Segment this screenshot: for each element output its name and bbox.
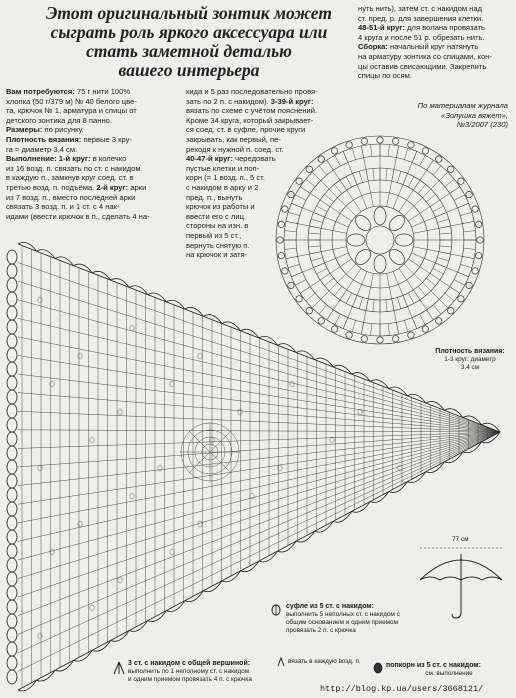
legend-popcorn: попкорн из 5 ст. с накидом: см. выполнение	[386, 662, 481, 677]
text-line: Плотность вязания: первые 3 кру-	[6, 134, 132, 144]
text-line: 40-47-й круг: чередовать	[186, 154, 276, 164]
text-line: пред. п., вынуть	[186, 192, 243, 202]
text-line: первый из 5 ст.,	[186, 230, 242, 240]
text-column-3	[358, 4, 512, 81]
legend-soufle: суфле из 5 ст. с накидом: выполнить 5 неполных ст. с накидом с общим основанием и одним приемом провязать 2 п. с крючка	[286, 603, 400, 634]
text-line: закрывать, как первый, пе-	[186, 134, 281, 144]
text-line: из 7 возд. п., вместо последней арки	[6, 192, 136, 202]
text-column-1	[6, 87, 176, 221]
heading-rounds-48-51: 48-51-й круг:	[358, 23, 405, 33]
source-credit: По материалам журнала «Золушка вяжет», №3/2007 (230)	[417, 101, 508, 130]
text-line: хлопка (50 г/379 м) № 40 белого цве-	[6, 96, 137, 106]
text-line: ст. пред. р. для завершения клетки.	[358, 13, 484, 23]
text-line: та, крючок № 1, арматура и спицы от	[6, 106, 137, 116]
umbrella-dimension: 77 см	[452, 536, 469, 543]
text-line: Выполнение: 1-й круг: в колечко	[6, 154, 127, 164]
soufle-symbol-icon	[270, 604, 282, 616]
density-note: Плотность вязания: 1-3 круг: диаметр 3,4 см	[424, 348, 516, 372]
heading-rounds-40-47: 40-47-й круг:	[186, 154, 233, 164]
text-line: цы оставив свисающими. Закрепить	[358, 61, 487, 71]
text-line: вязать по схеме с учётом пояснений.	[186, 106, 318, 116]
text-line: идами (ввести крючок в п., сделать 4 на-	[6, 211, 150, 221]
heading-materials: Вам потребуются:	[6, 87, 75, 96]
text-line: Размеры: по рисунку.	[6, 125, 84, 135]
text-line: крючок из работы и	[186, 202, 255, 212]
heading-density: Плотность вязания:	[6, 134, 82, 144]
text-line: вернуть снятую п.	[186, 240, 250, 250]
umbrella-icon	[416, 540, 506, 620]
heading-assembly: Сборка:	[358, 42, 388, 52]
text-line: Сборка: начальный круг натянуть	[358, 42, 479, 52]
text-line: кида и 5 раз последовательно провя-	[186, 87, 318, 96]
legend-three-dc: 3 ст. с накидом с общей вершиной: выполнить по 1 неполному ст. с накидом и одним приемом провязать 4 п. с крючка	[128, 660, 252, 683]
article-title	[24, 4, 354, 80]
text-line: на арматуру зонтика со спицами, кон-	[358, 51, 492, 61]
text-line: в каждую п., замкнув круг соед. ст. в	[6, 173, 134, 183]
text-line: Вам потребуются: 75 г нити 100%	[6, 87, 131, 96]
title-line: вашего интерьера	[118, 60, 260, 80]
text-line: стороны на изн. в	[186, 221, 249, 231]
text-line: пустые клетки и поп-	[186, 163, 260, 173]
text-line: ся соед. ст. в суфле, прочие круги	[186, 125, 306, 135]
text-line: третью возд. п. подъёма. 2-й круг: арки	[6, 182, 147, 192]
text-line: корн (= 1 возд. п., 5 ст.	[186, 173, 265, 183]
text-line: спицы по осям.	[358, 71, 412, 81]
back-loop-icon	[276, 656, 286, 668]
heading-size: Размеры:	[6, 125, 43, 135]
legend-back-loop: вязать в каждую возд. п.	[288, 658, 361, 665]
text-line: детского зонтика для 8 панно.	[6, 115, 112, 125]
title-line: стать заметной деталью	[86, 41, 292, 61]
text-line: с накидом в арку и 2	[186, 182, 259, 192]
text-column-2	[186, 87, 318, 260]
density-note-title: Плотность вязания:	[435, 348, 505, 355]
text-line: зать по 2 п. с накидом). 3-39-й круг:	[186, 96, 314, 106]
three-dc-cluster-icon	[112, 660, 126, 676]
text-line: га = диаметр 3,4 см.	[6, 144, 78, 154]
popcorn-symbol-icon	[372, 662, 384, 676]
text-line: 4 круга и после 51 р. обрезать нить.	[358, 32, 485, 42]
text-line: связать 3 возд. п. и 1 ст. с 4 нак-	[6, 202, 120, 212]
title-line: Этот оригинальный зонтик может	[46, 3, 332, 23]
text-line: нуть нить), затем ст. с накидом над	[358, 4, 483, 13]
text-line: ввести его с лиц.	[186, 211, 247, 221]
watermark-url: http://blog.kp.ua/users/3668121/	[320, 684, 484, 694]
title-line: сыграть роль яркого аксессуара или	[50, 22, 328, 42]
text-line: 48-51-й круг: для волана провязать	[358, 23, 485, 33]
text-line: Кроме 34 круга, который закрывает-	[186, 115, 314, 125]
heading-rounds-3-39: 3-39-й круг:	[270, 96, 314, 106]
text-line: из 16 возд. п. связать по ст. с накидом	[6, 163, 141, 173]
text-line: на крючок и затя-	[186, 250, 248, 260]
heading-execution: Выполнение:	[6, 154, 57, 164]
text-line: реходя к нужной п. соед. ст.	[186, 144, 284, 154]
